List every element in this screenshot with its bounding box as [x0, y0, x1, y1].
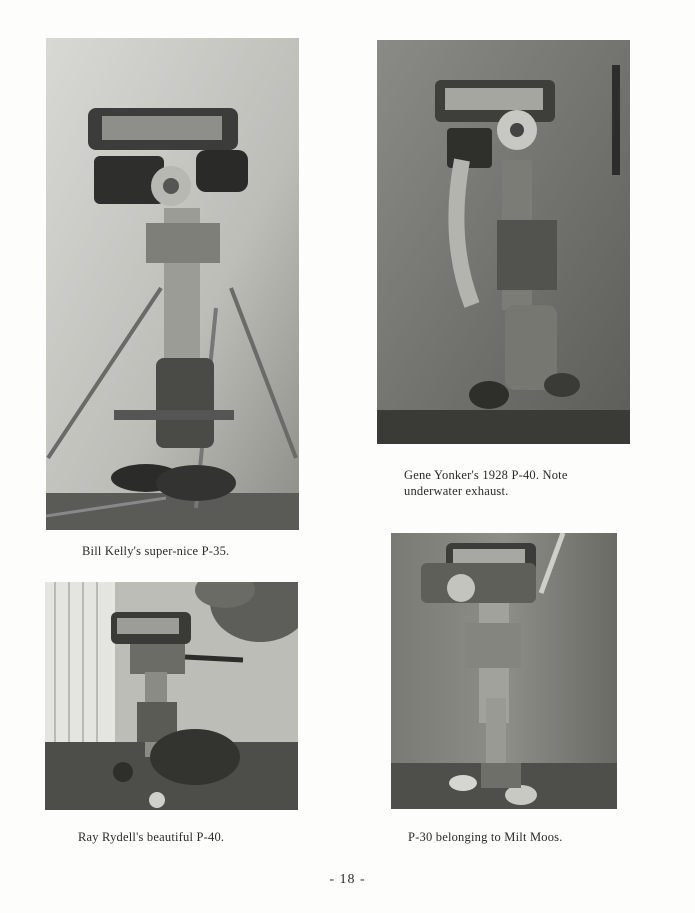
caption-gene-yonker-p40: Gene Yonker's 1928 P-40. Note underwater exhaust.: [404, 468, 568, 498]
page-number: - 18 -: [329, 872, 366, 887]
caption-bill-kelly-p35: Bill Kelly's super-nice P-35.: [82, 544, 230, 558]
photo-outboard-motor-p35: [46, 38, 299, 530]
photo-outboard-motor-p30: [391, 533, 617, 809]
caption-milt-moos-p30: P-30 belonging to Milt Moos.: [408, 830, 563, 844]
photo-outboard-motor-p40-rydell: [45, 582, 298, 810]
photo-outboard-motor-p40-1928: [377, 40, 630, 444]
caption-ray-rydell-p40: Ray Rydell's beautiful P-40.: [78, 830, 225, 844]
